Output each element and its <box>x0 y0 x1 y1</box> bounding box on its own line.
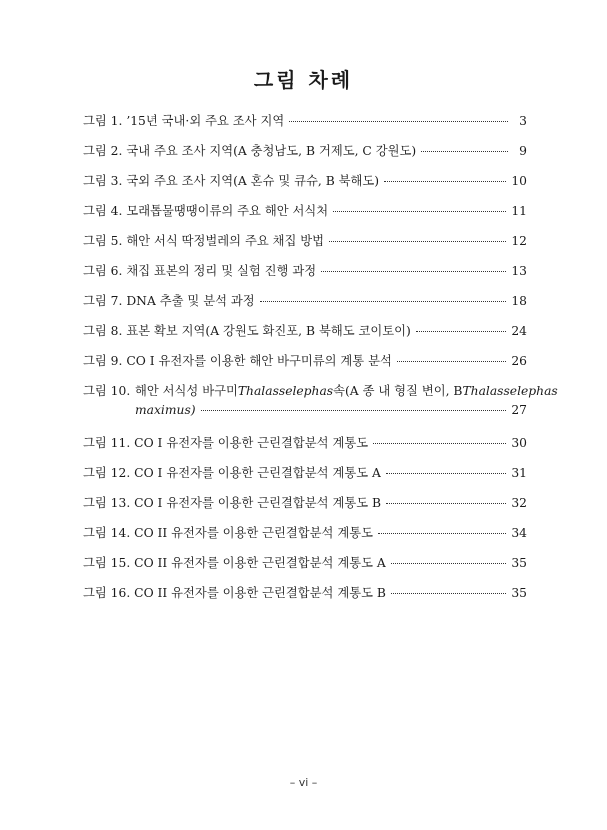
figure-title: CO II 유전자를 이용한 근린결합분석 계통도 A <box>134 556 386 570</box>
toc-entry[interactable] <box>83 493 527 523</box>
page-number: 35 <box>511 586 527 600</box>
page-number: 9 <box>519 144 527 158</box>
toc-entry[interactable] <box>83 583 527 613</box>
page-number: 11 <box>511 204 527 218</box>
toc-entry[interactable] <box>83 351 527 381</box>
page-number: 31 <box>511 466 527 480</box>
toc-entry[interactable] <box>83 553 527 583</box>
figure-title: 국내 주요 조사 지역(A 충청남도, B 거제도, C 강원도) <box>126 144 417 158</box>
figure-label: 그림 5. <box>83 234 123 248</box>
figure-label: 그림 6. <box>83 264 123 278</box>
page-number: 32 <box>511 496 527 510</box>
dot-leader <box>289 121 508 122</box>
page-number: 34 <box>511 526 527 540</box>
page-title: 그림 차례 <box>253 68 354 92</box>
dot-leader <box>333 211 506 212</box>
figure-label: 그림 16. <box>83 586 131 600</box>
figure-label: 그림 15. <box>83 556 131 570</box>
dot-leader <box>397 361 506 362</box>
figure-label: 그림 11. <box>83 436 131 450</box>
figure-label: 그림 12. <box>83 466 131 480</box>
figure-title: CO I 유전자를 이용한 근린결합분석 계통도 A <box>134 466 381 480</box>
toc-entry[interactable] <box>83 171 527 201</box>
dot-leader <box>421 151 508 152</box>
page-number: 26 <box>511 354 527 368</box>
figure-title: CO II 유전자를 이용한 근린결합분석 계통도 B <box>134 586 386 600</box>
figure-title: 국외 주요 조사 지역(A 혼슈 및 큐슈, B 북해도) <box>126 174 380 188</box>
page-number: 10 <box>511 174 527 188</box>
page-number: 18 <box>511 294 527 308</box>
toc-entry[interactable] <box>83 231 527 261</box>
dot-leader <box>384 181 506 182</box>
figure-title: CO I 유전자를 이용한 해안 바구미류의 계통 분석 <box>126 354 392 368</box>
figure-label: 그림 3. <box>83 174 123 188</box>
toc-entry[interactable] <box>83 201 527 231</box>
figure-title: CO II 유전자를 이용한 근린결합분석 계통도 <box>134 526 373 540</box>
dot-leader <box>373 443 506 444</box>
figure-title: 모래톱물땡땡이류의 주요 해안 서식처 <box>126 204 329 218</box>
toc-entry[interactable] <box>83 291 527 321</box>
page-number: 27 <box>511 403 527 417</box>
figure-label: 그림 13. <box>83 496 131 510</box>
figure-label: 그림 9. <box>83 354 123 368</box>
figure-label: 그림 1. <box>83 114 123 128</box>
figure-title-part: 속(A 종 내 형질 변이, B <box>333 384 463 398</box>
dot-leader <box>329 241 506 242</box>
dot-leader <box>386 473 506 474</box>
dot-leader <box>391 593 506 594</box>
figure-label: 그림 4. <box>83 204 123 218</box>
figure-title-part: 해안 서식성 바구미 <box>135 384 238 398</box>
figure-label: 그림 14. <box>83 526 131 540</box>
figure-title: 채집 표본의 정리 및 실험 진행 과정 <box>126 264 317 278</box>
figure-title: ’15년 국내·외 주요 조사 지역 <box>126 114 285 128</box>
figure-label: 그림 2. <box>83 144 123 158</box>
figure-title: DNA 추출 및 분석 과정 <box>126 294 255 308</box>
page-number: 30 <box>511 436 527 450</box>
toc-entry[interactable] <box>83 111 527 141</box>
page-number: 12 <box>511 234 527 248</box>
dot-leader <box>386 503 506 504</box>
figure-list <box>83 111 558 613</box>
toc-entry[interactable] <box>83 433 527 463</box>
dot-leader <box>201 410 507 411</box>
toc-entry[interactable] <box>83 261 527 291</box>
toc-entry[interactable] <box>83 381 558 423</box>
dot-leader <box>260 301 507 302</box>
page-number: 13 <box>511 264 527 278</box>
dot-leader <box>416 331 507 332</box>
figure-title-species: maximus) <box>135 403 196 417</box>
dot-leader <box>391 563 507 564</box>
page-number: 3 <box>519 114 527 128</box>
dot-leader <box>321 271 506 272</box>
page-number: 24 <box>511 324 527 338</box>
toc-entry[interactable] <box>83 523 527 553</box>
figure-label: 그림 8. <box>83 324 123 338</box>
figure-title-genus: Thalasselephas <box>462 384 558 398</box>
figure-label: 그림 7. <box>83 294 123 308</box>
toc-entry[interactable] <box>83 321 527 351</box>
figure-title: 표본 확보 지역(A 강원도 화진포, B 북해도 코이토이) <box>126 324 411 338</box>
toc-entry[interactable] <box>83 463 527 493</box>
figure-title: 해안 서식 딱정벌레의 주요 채집 방법 <box>126 234 325 248</box>
figure-title: CO I 유전자를 이용한 근린결합분석 계통도 <box>134 436 369 450</box>
page-footer: – vi – <box>289 776 318 789</box>
toc-entry[interactable] <box>83 141 527 171</box>
figure-title: CO I 유전자를 이용한 근린결합분석 계통도 B <box>134 496 382 510</box>
dot-leader <box>378 533 506 534</box>
figure-label: 그림 10. <box>83 384 131 398</box>
page-number: 35 <box>511 556 527 570</box>
figure-title-genus: Thalasselephas <box>237 384 334 398</box>
